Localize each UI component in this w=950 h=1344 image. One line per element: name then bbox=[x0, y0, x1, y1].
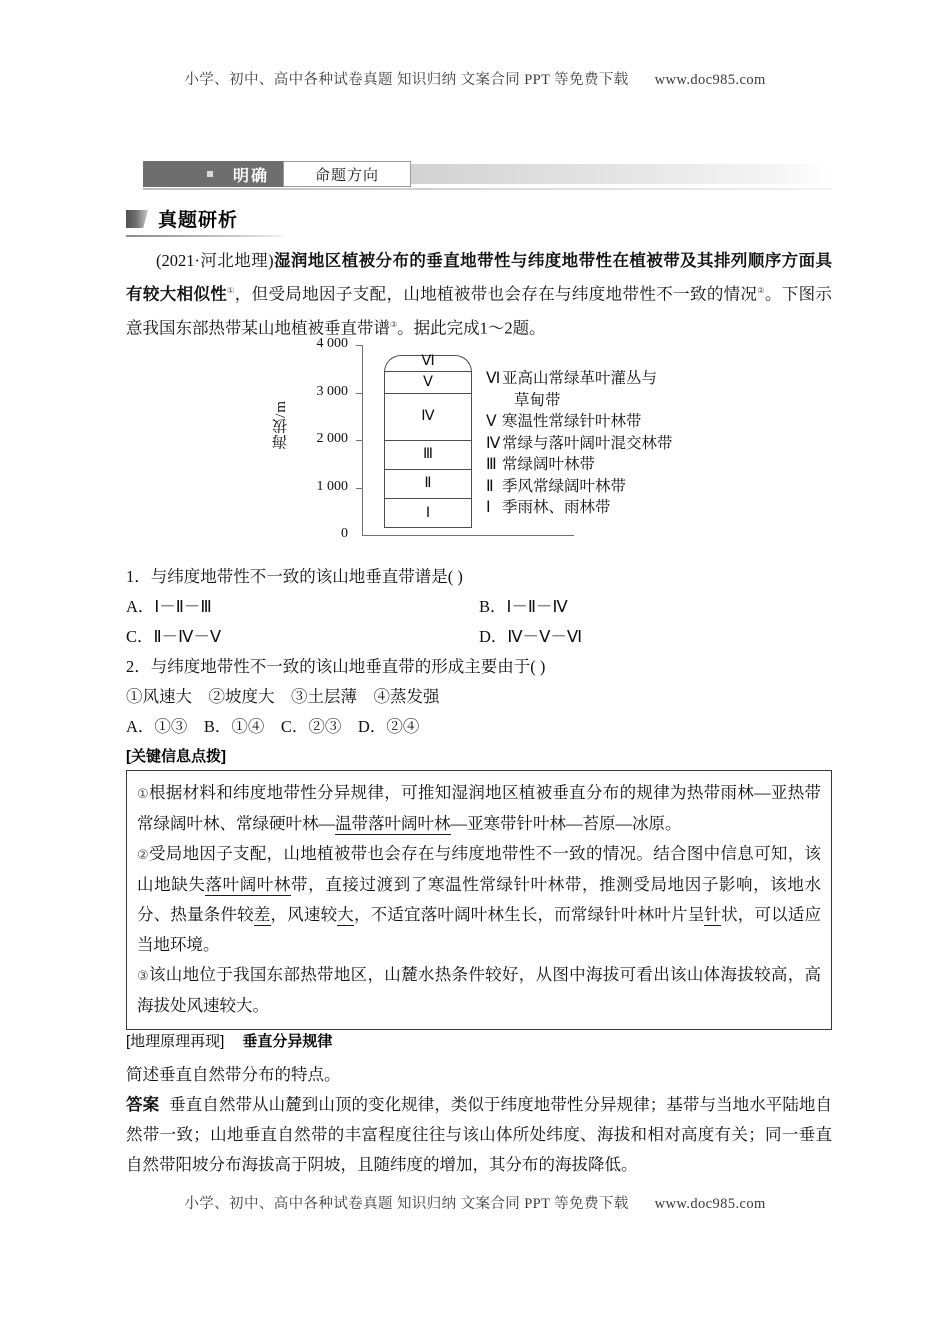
y-tick-label-0: 0 bbox=[341, 526, 348, 541]
band-5-label: Ⅴ bbox=[423, 373, 433, 390]
legend-item-6 bbox=[486, 368, 816, 390]
y-tick-label-3000: 3 000 bbox=[316, 383, 348, 399]
running-foot bbox=[0, 1192, 950, 1213]
running-head-text: 小学、初中、高中各种试卷真题 知识归纳 文案合同 PPT 等免费下载 bbox=[184, 72, 629, 88]
running-head-url: www.doc985.com bbox=[654, 72, 766, 88]
y-tick-label-2000: 2 000 bbox=[316, 431, 348, 446]
answer-label: 答案 bbox=[126, 1096, 160, 1114]
legend-text-6: 亚高山常绿革叶灌丛与 bbox=[502, 370, 658, 387]
y-axis-title: 海拔/m bbox=[273, 400, 289, 450]
question-1-number: 1． bbox=[126, 567, 151, 586]
key-info-p2-part-9: 状，可以适应当地环境。 bbox=[137, 905, 821, 954]
legend-num-2: Ⅱ bbox=[486, 477, 494, 495]
legend-text-1: 季雨林、雨林带 bbox=[502, 499, 611, 516]
vegetation-belt-figure bbox=[126, 338, 832, 550]
legend-num-5: Ⅴ bbox=[486, 413, 497, 430]
principle-question: 简述垂直自然带分布的特点。 bbox=[126, 1065, 341, 1084]
key-info-p2-part-7: ，不适宜落叶阔叶林生长，而常绿针叶林叶片呈 bbox=[353, 905, 705, 924]
question-stem bbox=[126, 246, 832, 343]
key-info-p2-part-1: 受局地因子支配，山地植被带也会存在与纬度地带性不一致的情况。结合图中信息可知，该山地缺失 bbox=[137, 844, 822, 894]
question-2-items: ①风速大 ②坡度大 ③土层薄 ④蒸发强 bbox=[126, 687, 440, 706]
key-info-paragraph-1 bbox=[137, 778, 821, 839]
question-2-text: 与纬度地带性不一致的该山地垂直带的形成主要由于( ) bbox=[150, 657, 546, 676]
principle-answer bbox=[126, 1090, 832, 1180]
band-4 bbox=[384, 394, 472, 442]
legend-text-2: 季风常绿阔叶林带 bbox=[502, 477, 627, 495]
legend-num-4: Ⅳ bbox=[486, 434, 501, 452]
key-info-p2-part-4: 差 bbox=[253, 905, 271, 924]
key-info-marker-1: ① bbox=[137, 786, 149, 801]
stem-line-1: 湿润地区植被分布的垂直地带性与纬度地带性在植被带及其排列顺序方面具有较大相似性 bbox=[126, 251, 833, 304]
running-head bbox=[0, 68, 950, 89]
principle-tag: [地理原理再现] bbox=[126, 1033, 225, 1050]
running-foot-text: 小学、初中、高中各种试卷真题 知识归纳 文案合同 PPT 等免费下载 bbox=[184, 1196, 629, 1212]
legend-item-2 bbox=[486, 476, 816, 498]
principle-tag-row bbox=[126, 1030, 832, 1051]
subsection-heading-underline bbox=[126, 235, 281, 237]
key-info-p2-part-6: 大 bbox=[337, 905, 354, 924]
legend-item-4 bbox=[486, 433, 816, 455]
key-info-paragraph-3 bbox=[137, 960, 821, 1021]
subsection-heading bbox=[126, 205, 526, 235]
question-1-option-c[interactable]: C．Ⅱ－Ⅳ－Ⅴ bbox=[126, 627, 222, 646]
question-2-options[interactable]: A．①③ B．①④ C．②③ D．②④ bbox=[126, 717, 420, 736]
legend-text-5: 寒温性常绿针叶林带 bbox=[502, 413, 642, 430]
y-tick-1000 bbox=[356, 488, 363, 489]
band-2-label: Ⅱ bbox=[424, 475, 432, 492]
legend-num-3: Ⅲ bbox=[486, 456, 497, 473]
running-foot-url: www.doc985.com bbox=[654, 1196, 766, 1212]
key-info-p3-part-1: 该山地位于我国东部热带地区，山麓水热条件较好，从图中海拔可看出该山体海拔较高，高海拔处风速较大。 bbox=[137, 965, 822, 1015]
key-info-p2-part-3: 带，直接过渡到了寒温性常绿针叶林带，推测受局地因子影响，该地水分、热量条件较 bbox=[137, 875, 822, 924]
key-info-p1-part-1: 根据材料和纬度地带性分异规律，可推知湿润地区植被垂直分布的规律为热带雨林—亚热带常绿阔叶林、常绿硬叶林— bbox=[137, 783, 822, 833]
section-banner bbox=[143, 161, 831, 187]
square-bullet-icon bbox=[207, 171, 213, 177]
banner-dark-block bbox=[143, 161, 283, 187]
band-6 bbox=[384, 355, 472, 372]
question-1-option-b[interactable]: B．Ⅰ－Ⅱ－Ⅳ bbox=[479, 597, 568, 616]
legend-text-3: 常绿阔叶林带 bbox=[502, 456, 596, 473]
y-tick-4000 bbox=[356, 345, 363, 346]
question-1-option-d[interactable]: D．Ⅳ－Ⅴ－Ⅵ bbox=[479, 627, 583, 646]
y-tick-label-1000: 1 000 bbox=[316, 478, 348, 494]
stem-source: (2021·河北地理) bbox=[156, 251, 274, 270]
stem-mark-3: ③ bbox=[390, 319, 398, 329]
key-info-box bbox=[126, 770, 832, 1030]
legend-item-6-cont: 草甸带 bbox=[514, 391, 561, 409]
banner-white-label: 命题方向 bbox=[314, 166, 379, 184]
answer-text: 垂直自然带从山麓到山顶的变化规律，类似于纬度地带性分异规律；基带与当地水平陆地自然带一致；山地垂直自然带的丰富程度往往与该山体所处纬度、海拔和相对高度有关；同一垂直自然带阳坡分布海拔高于阴坡，且随纬度的增加，其分布的海拔降低。 bbox=[126, 1095, 833, 1174]
key-info-p2-part-5: ，风速较 bbox=[270, 905, 338, 924]
legend-text-4: 常绿与落叶阔叶混交林带 bbox=[502, 434, 673, 452]
key-info-p2-part-2: 落叶阔叶林 bbox=[205, 875, 292, 894]
key-info-marker-3: ③ bbox=[137, 968, 149, 983]
principle-title: 垂直分异规律 bbox=[242, 1033, 333, 1050]
stem-mark-2: ② bbox=[757, 286, 765, 295]
y-tick-3000 bbox=[356, 393, 363, 394]
key-info-marker-2: ② bbox=[137, 847, 149, 862]
subsection-heading-label: 真题研析 bbox=[158, 210, 239, 231]
key-info-p2-part-8: 针 bbox=[704, 905, 722, 924]
band-3 bbox=[384, 441, 472, 470]
figure-legend bbox=[486, 368, 816, 519]
band-4-label: Ⅳ bbox=[421, 408, 435, 425]
question-2 bbox=[126, 652, 832, 742]
banner-gradient-tail bbox=[411, 164, 831, 184]
key-info-p1-part-2: 温带落叶阔叶林 bbox=[335, 814, 451, 833]
legend-num-1: Ⅰ bbox=[486, 499, 491, 516]
band-3-label: Ⅲ bbox=[423, 446, 433, 463]
legend-item-3 bbox=[486, 454, 816, 476]
key-info-paragraph-2 bbox=[137, 839, 821, 960]
legend-item-5 bbox=[486, 411, 816, 433]
legend-num-6: Ⅵ bbox=[486, 370, 501, 387]
question-2-number: 2． bbox=[126, 657, 151, 676]
y-tick-2000 bbox=[356, 440, 363, 441]
banner-dark-label: 明确 bbox=[232, 167, 269, 185]
question-1-option-a[interactable]: A．Ⅰ－Ⅱ－Ⅲ bbox=[126, 597, 212, 616]
figure-plot-area bbox=[273, 336, 832, 550]
band-6-label: Ⅵ bbox=[421, 353, 435, 369]
banner-white-block bbox=[283, 161, 411, 187]
stem-mark-1: ① bbox=[227, 286, 235, 295]
banner-rule bbox=[143, 188, 831, 190]
question-1-text: 与纬度地带性不一致的该山地垂直带谱是( ) bbox=[150, 567, 463, 586]
band-1 bbox=[384, 499, 472, 528]
stem-line-2: ，但受局地因子支配，山地植被带也会存在与纬度地带性不一致的情况 bbox=[234, 284, 758, 304]
band-5 bbox=[384, 372, 472, 394]
stem-line-3: 。下图示意我国东部热带某山地植被垂直带谱 bbox=[126, 284, 833, 337]
band-1-label: Ⅰ bbox=[425, 504, 431, 521]
flag-marker-icon bbox=[126, 210, 148, 228]
legend-item-1 bbox=[486, 497, 816, 519]
key-info-tag: [关键信息点拨] bbox=[126, 748, 226, 765]
question-1-options bbox=[126, 592, 832, 652]
y-tick-label-4000: 4 000 bbox=[316, 336, 348, 351]
key-info-p1-part-3: —亚寒带针叶林—苔原—冰原。 bbox=[450, 814, 682, 833]
mountain-column bbox=[384, 347, 472, 536]
question-1 bbox=[126, 562, 832, 592]
stem-line-4: 。据此完成1～2题。 bbox=[397, 318, 546, 337]
band-2 bbox=[384, 470, 472, 500]
